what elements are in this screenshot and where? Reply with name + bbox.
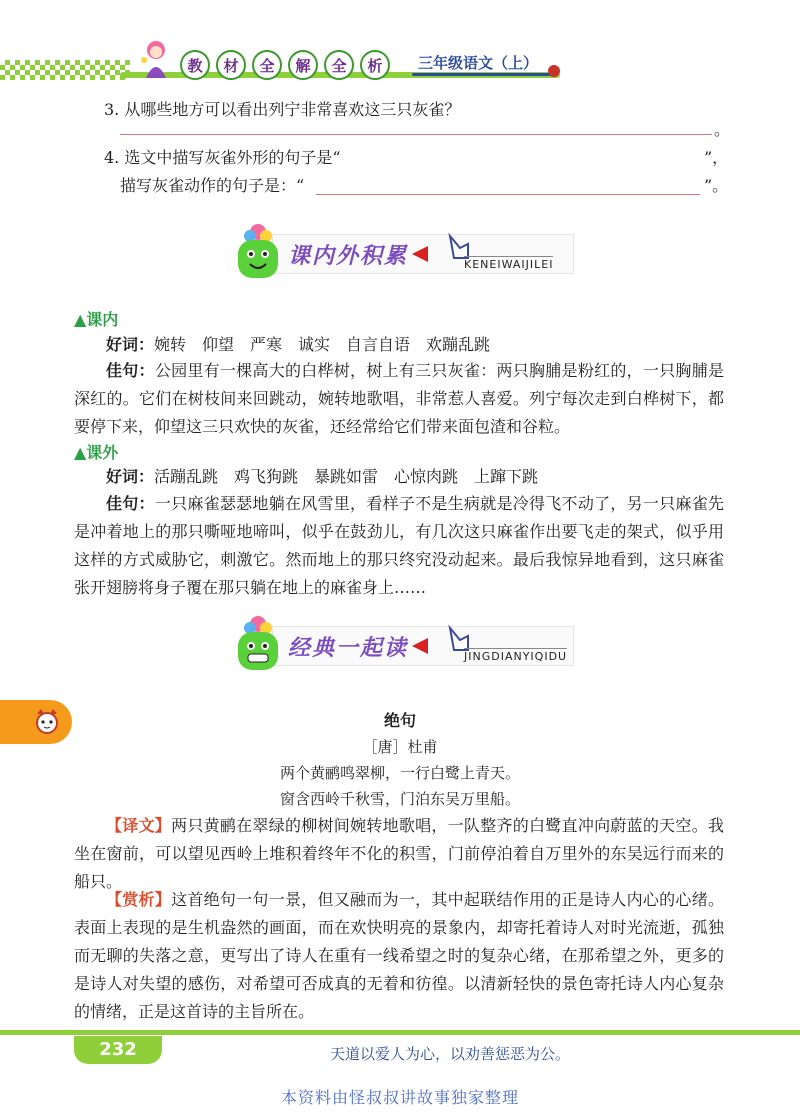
red-arrow-icon [412, 246, 428, 262]
answer-line [316, 194, 700, 195]
section-label-kewai: ▲课外 [74, 443, 119, 462]
haoci-label: 好词： [106, 335, 155, 354]
banner-title: 经典一起读 [288, 636, 409, 661]
section-label-kenei: ▲课内 [74, 310, 119, 329]
answer-line [120, 134, 712, 135]
header-title-char: 教 [180, 50, 210, 80]
page-number: 232 [74, 1036, 162, 1064]
question-4-line2: 描写灰雀动作的句子是：“ [120, 176, 305, 195]
question-3: 3. 从哪些地方可以看出列宁非常喜欢这三只灰雀？ [104, 100, 461, 119]
header-title-char: 解 [288, 50, 318, 80]
header-subtitle: 三年级语文（上） [418, 54, 539, 72]
jiaju-text: 一只麻雀瑟瑟地躺在风雪里，看样子不是生病就是冷得飞不动了，另一只麻雀先是冲着地上的那只嘶哑地啼叫，似乎在鼓劲儿，有几次这只麻雀作出要飞走的架式，似乎用这样的方式威胁它，刺激它。然而地上的那只终究没动起来。最后我惊异地看到，这只麻雀张开翅膀将身子覆在那只躺在地上的麻雀身上…… [74, 494, 724, 597]
kenei-haoci [106, 331, 726, 359]
header-title-char: 析 [360, 50, 390, 80]
translation-paragraph [74, 812, 724, 896]
footer-motto: 天道以爱人为心，以劝善惩恶为公。 [330, 1045, 571, 1063]
question-4-line2-end: ”。 [704, 176, 729, 195]
appreciation-paragraph [74, 886, 724, 1026]
poem-line: 窗含西岭千秋雪，门泊东吴万里船。 [279, 790, 520, 808]
header-title-char: 材 [216, 50, 246, 80]
red-arrow-icon [412, 638, 428, 654]
translation-label: 【译文】 [106, 816, 172, 835]
green-monster-mascot-icon [232, 222, 284, 282]
jiaju-text: 公园里有一棵高大的白桦树，树上有三只灰雀：两只胸脯是粉红的，一只胸脯是深红的。它们在树枝间来回跳动，婉转地歌唱，非常惹人喜爱。列宁每次走到白桦树下，都要停下来，仰望这三只欢快的灰雀，还经常给它们带来面包渣和谷粒。 [74, 361, 724, 436]
banner-subtitle-en: JINGDIANYIQIDU [464, 650, 568, 663]
header-checker-decoration [0, 60, 130, 80]
translation-text: 两只黄鹂在翠绿的柳树间婉转地歌唱，一队整齐的白鹭直冲向蔚蓝的天空。我坐在窗前，可以望见西岭上堆积着终年不化的积雪，门前停泊着自万里外的东吴远行而来的船只。 [74, 816, 724, 891]
header-title-char: 全 [252, 50, 282, 80]
jiaju-label: 佳句： [106, 494, 155, 513]
haoci-label: 好词： [106, 467, 155, 486]
banner-title: 课内外积累 [288, 244, 409, 269]
fairy-mascot-icon [136, 38, 176, 82]
appreciation-label: 【赏析】 [106, 890, 172, 909]
poem-line: 两个黄鹂鸣翠柳，一行白鹭上青天。 [279, 764, 520, 782]
kenei-jiaju [74, 357, 724, 441]
section-banner-keneiwai [232, 222, 572, 284]
jiaju-label: 佳句： [106, 361, 155, 380]
kewai-jiaju [74, 490, 724, 602]
header-title-char: 全 [324, 50, 354, 80]
haoci-text: 婉转 仰望 严寒 诚实 自言自语 欢蹦乱跳 [154, 335, 491, 354]
haoci-text: 活蹦乱跳 鸡飞狗跳 暴跳如雷 心惊肉跳 上蹿下跳 [154, 467, 539, 486]
banner-subtitle-en: KENEIWAIJILEI [464, 258, 554, 271]
header-dot-decoration [548, 65, 560, 77]
green-monster-mascot-icon [232, 614, 284, 674]
poem-title: 绝句 [383, 711, 416, 730]
kewai-haoci [106, 463, 726, 491]
question-3-end: 。 [714, 120, 731, 139]
header-subtitle-underline [412, 73, 552, 76]
poem-author: ［唐］杜甫 [362, 738, 438, 756]
footer-green-bar [0, 1030, 800, 1035]
appreciation-text: 这首绝句一句一景，但又融而为一，其中起联结作用的正是诗人内心的心绪。表面上表现的是生机盎然的画面，而在欢快明亮的景象内，却寄托着诗人对时光流逝，孤独而无聊的失落之意，更写出了诗人在重有一线希望之时的复杂心绪，在那希望之外，更多的是诗人对失望的感伤，对希望可否成真的无着和彷徨。以清新轻快的景色寄托诗人内心复杂的情绪，正是这首诗的主旨所在。 [74, 890, 724, 1021]
watermark-text: 本资料由怪叔叔讲故事独家整理 [280, 1088, 519, 1107]
section-banner-jingdian [232, 614, 572, 676]
question-4-line1-end: ”， [704, 148, 729, 167]
question-4-line1: 4. 选文中描写灰雀外形的句子是“ [104, 148, 341, 167]
